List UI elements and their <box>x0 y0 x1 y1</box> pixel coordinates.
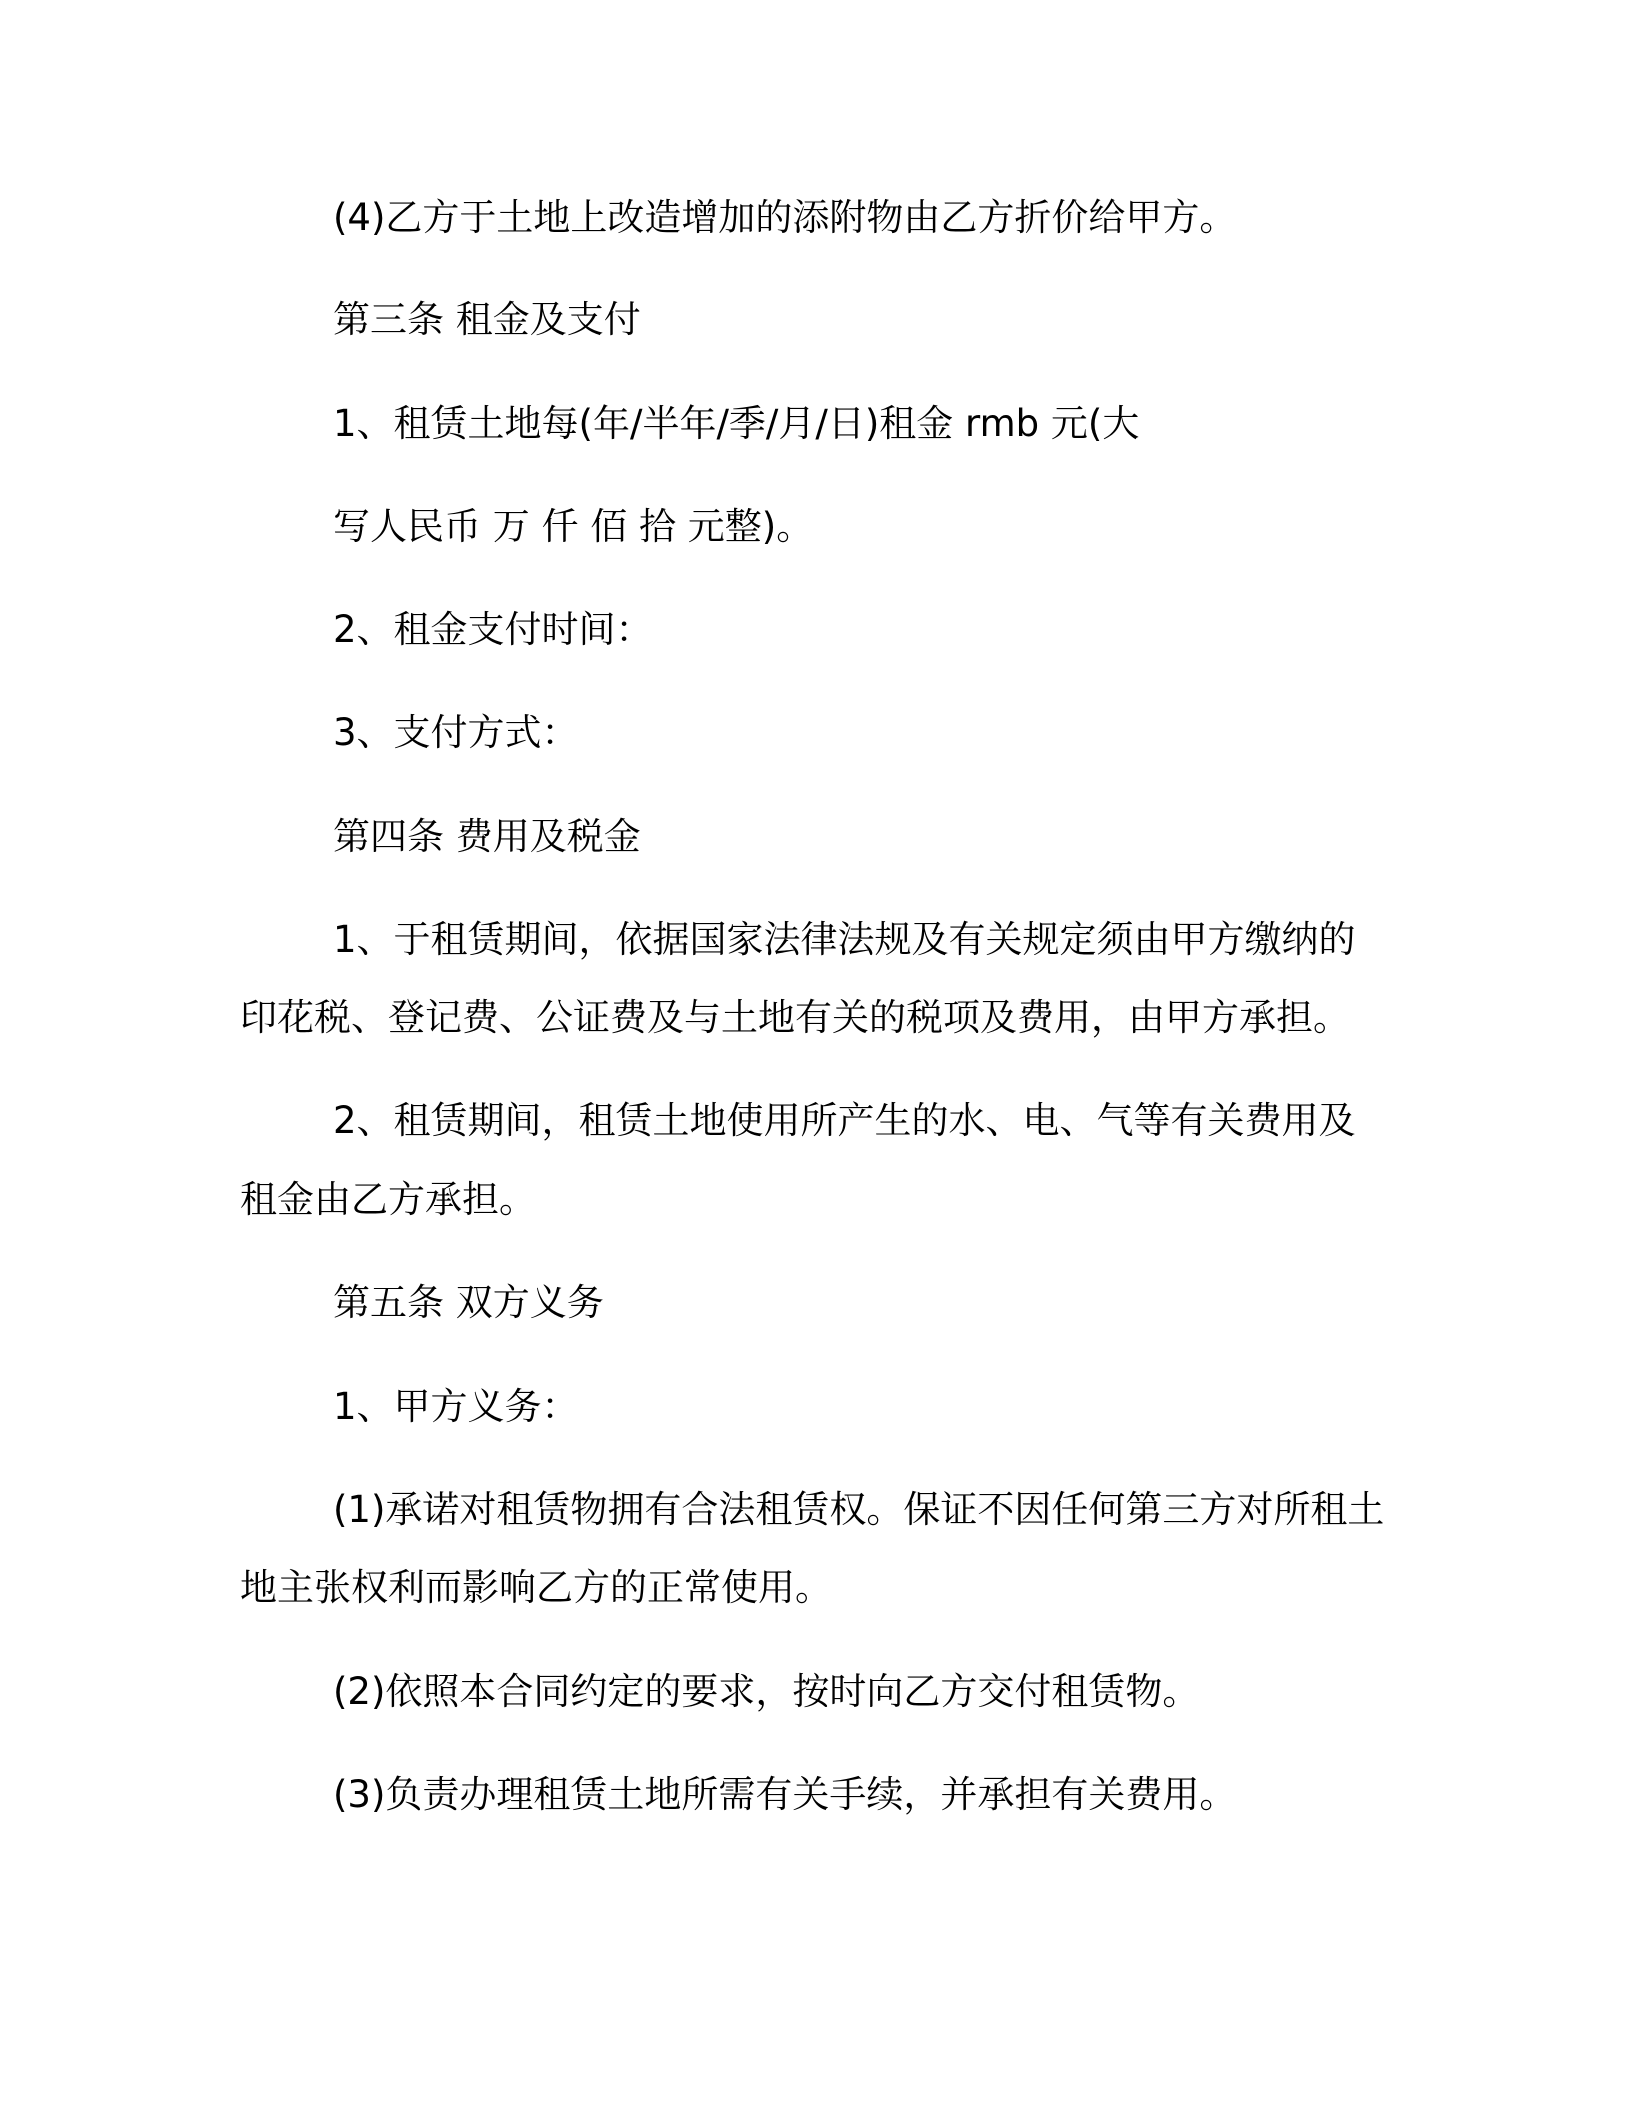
article-5-item-1-sub-1-line-1: (1)承诺对租赁物拥有合法租赁权。保证不因任何第三方对所租土 <box>333 1488 1385 1531</box>
article-4-item-1-line-2: 印花税、登记费、公证费及与土地有关的税项及费用，由甲方承担。 <box>240 996 1350 1039</box>
article-5-item-1-sub-2: (2)依照本合同约定的要求，按时向乙方交付租赁物。 <box>333 1670 1200 1713</box>
article-3-item-1-line-1: 1、租赁土地每(年/半年/季/月/日)租金 rmb 元(大 <box>333 402 1140 445</box>
article-4-item-2-line-2: 租金由乙方承担。 <box>240 1178 536 1221</box>
article-3-item-2: 2、租金支付时间： <box>333 608 653 651</box>
article-5-heading: 第五条 双方义务 <box>333 1281 604 1324</box>
article-4-heading: 第四条 费用及税金 <box>333 815 641 858</box>
article-4-item-2-line-1: 2、租赁期间，租赁土地使用所产生的水、电、气等有关费用及 <box>333 1099 1356 1142</box>
article-3-heading: 第三条 租金及支付 <box>333 298 641 341</box>
article-4-item-1-line-1: 1、于租赁期间，依据国家法律法规及有关规定须由甲方缴纳的 <box>333 918 1356 961</box>
article-5-item-1-sub-1-line-2: 地主张权利而影响乙方的正常使用。 <box>240 1566 832 1609</box>
article-3-item-3: 3、支付方式： <box>333 711 579 754</box>
article-5-item-1: 1、甲方义务： <box>333 1385 579 1428</box>
article-5-item-1-sub-3: (3)负责办理租赁土地所需有关手续，并承担有关费用。 <box>333 1773 1237 1816</box>
clause-2-item-4: (4)乙方于土地上改造增加的添附物由乙方折价给甲方。 <box>333 196 1237 239</box>
article-3-item-1-line-2: 写人民币 万 仟 佰 拾 元整)。 <box>333 505 814 548</box>
